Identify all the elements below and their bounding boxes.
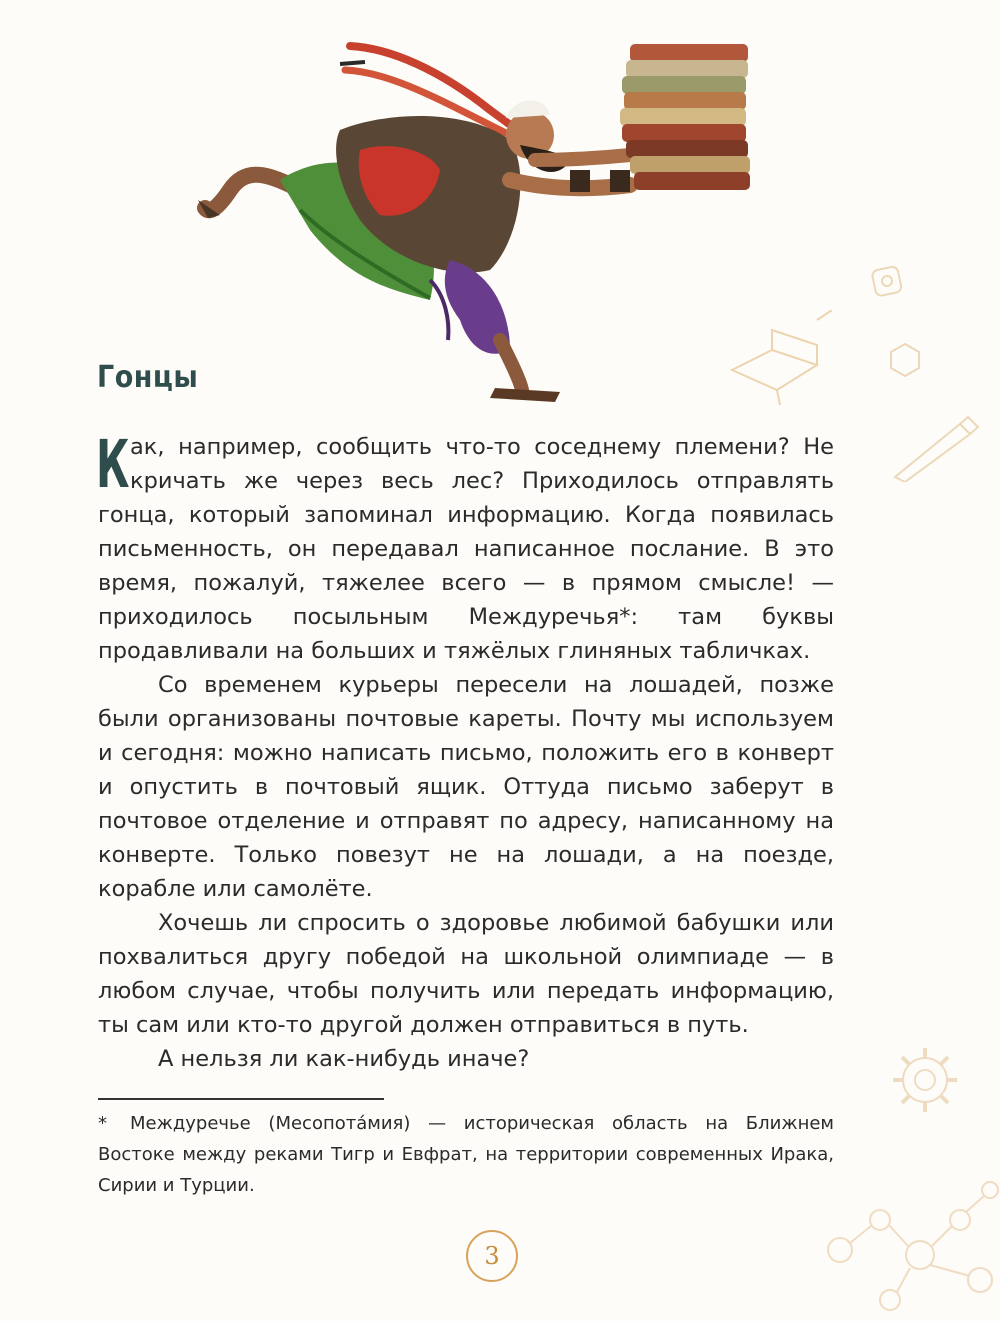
paragraph-2: Со временем курьеры пересели на лошадей, позже были организованы почтовые кареты. Почту мы используем и сегодня: можно написать письмо, положить его в конверт и опустить в почтовый ящик. Оттуда письмо заберут в почтовое отделение и отправят по адресу, написанному на конверте. Только повезут не на лошади, а на поезде, корабле или самолёте.: [98, 672, 834, 902]
hexagon-doodle: [885, 340, 925, 380]
page-number: 3: [466, 1230, 518, 1282]
paragraph-1: [96, 426, 834, 668]
molecule-doodle: [810, 1180, 1000, 1321]
footnote-mark: *: [98, 1113, 107, 1134]
gear-doodle: [868, 262, 908, 302]
book-doodle: [722, 310, 842, 410]
messenger-illustration: [190, 40, 760, 410]
paragraph-1-text: ак, например, сообщить что-то соседнему племени? Не кричать же через весь лес? Приходилось отправлять гонца, который запоминал информацию. Когда появилась письменность, он передавал написанное послание. В это время, пожалуй, тяжелее всего — в прямом смысле! — приходилось посыльным Междуречья*: там буквы продавливали на больших и тяжёлых глиняных табличках.: [98, 434, 834, 664]
pencil-doodle: [890, 412, 980, 482]
footnote: [98, 1108, 834, 1201]
footnote-divider: [98, 1098, 384, 1100]
drop-cap: К: [96, 426, 130, 503]
section-heading: Гонцы: [97, 360, 199, 395]
paragraph-4: А нельзя ли как-нибудь иначе?: [158, 1046, 530, 1072]
footnote-text: Междуречье (Месопотáмия) — историческая область на Ближнем Востоке между реками Тигр и Евфрат, на территории современных Ирака, Сирии и Турции.: [98, 1113, 834, 1196]
article-body: [96, 426, 834, 1076]
gear-doodle: [885, 1040, 965, 1120]
paragraph-3: Хочешь ли спросить о здоровье любимой бабушки или похвалиться другу победой на школьной олимпиаде — в любом случае, чтобы получить или передать информацию, ты сам или кто-то другой должен отправиться в путь.: [98, 910, 834, 1038]
clay-tablets: [620, 44, 750, 190]
